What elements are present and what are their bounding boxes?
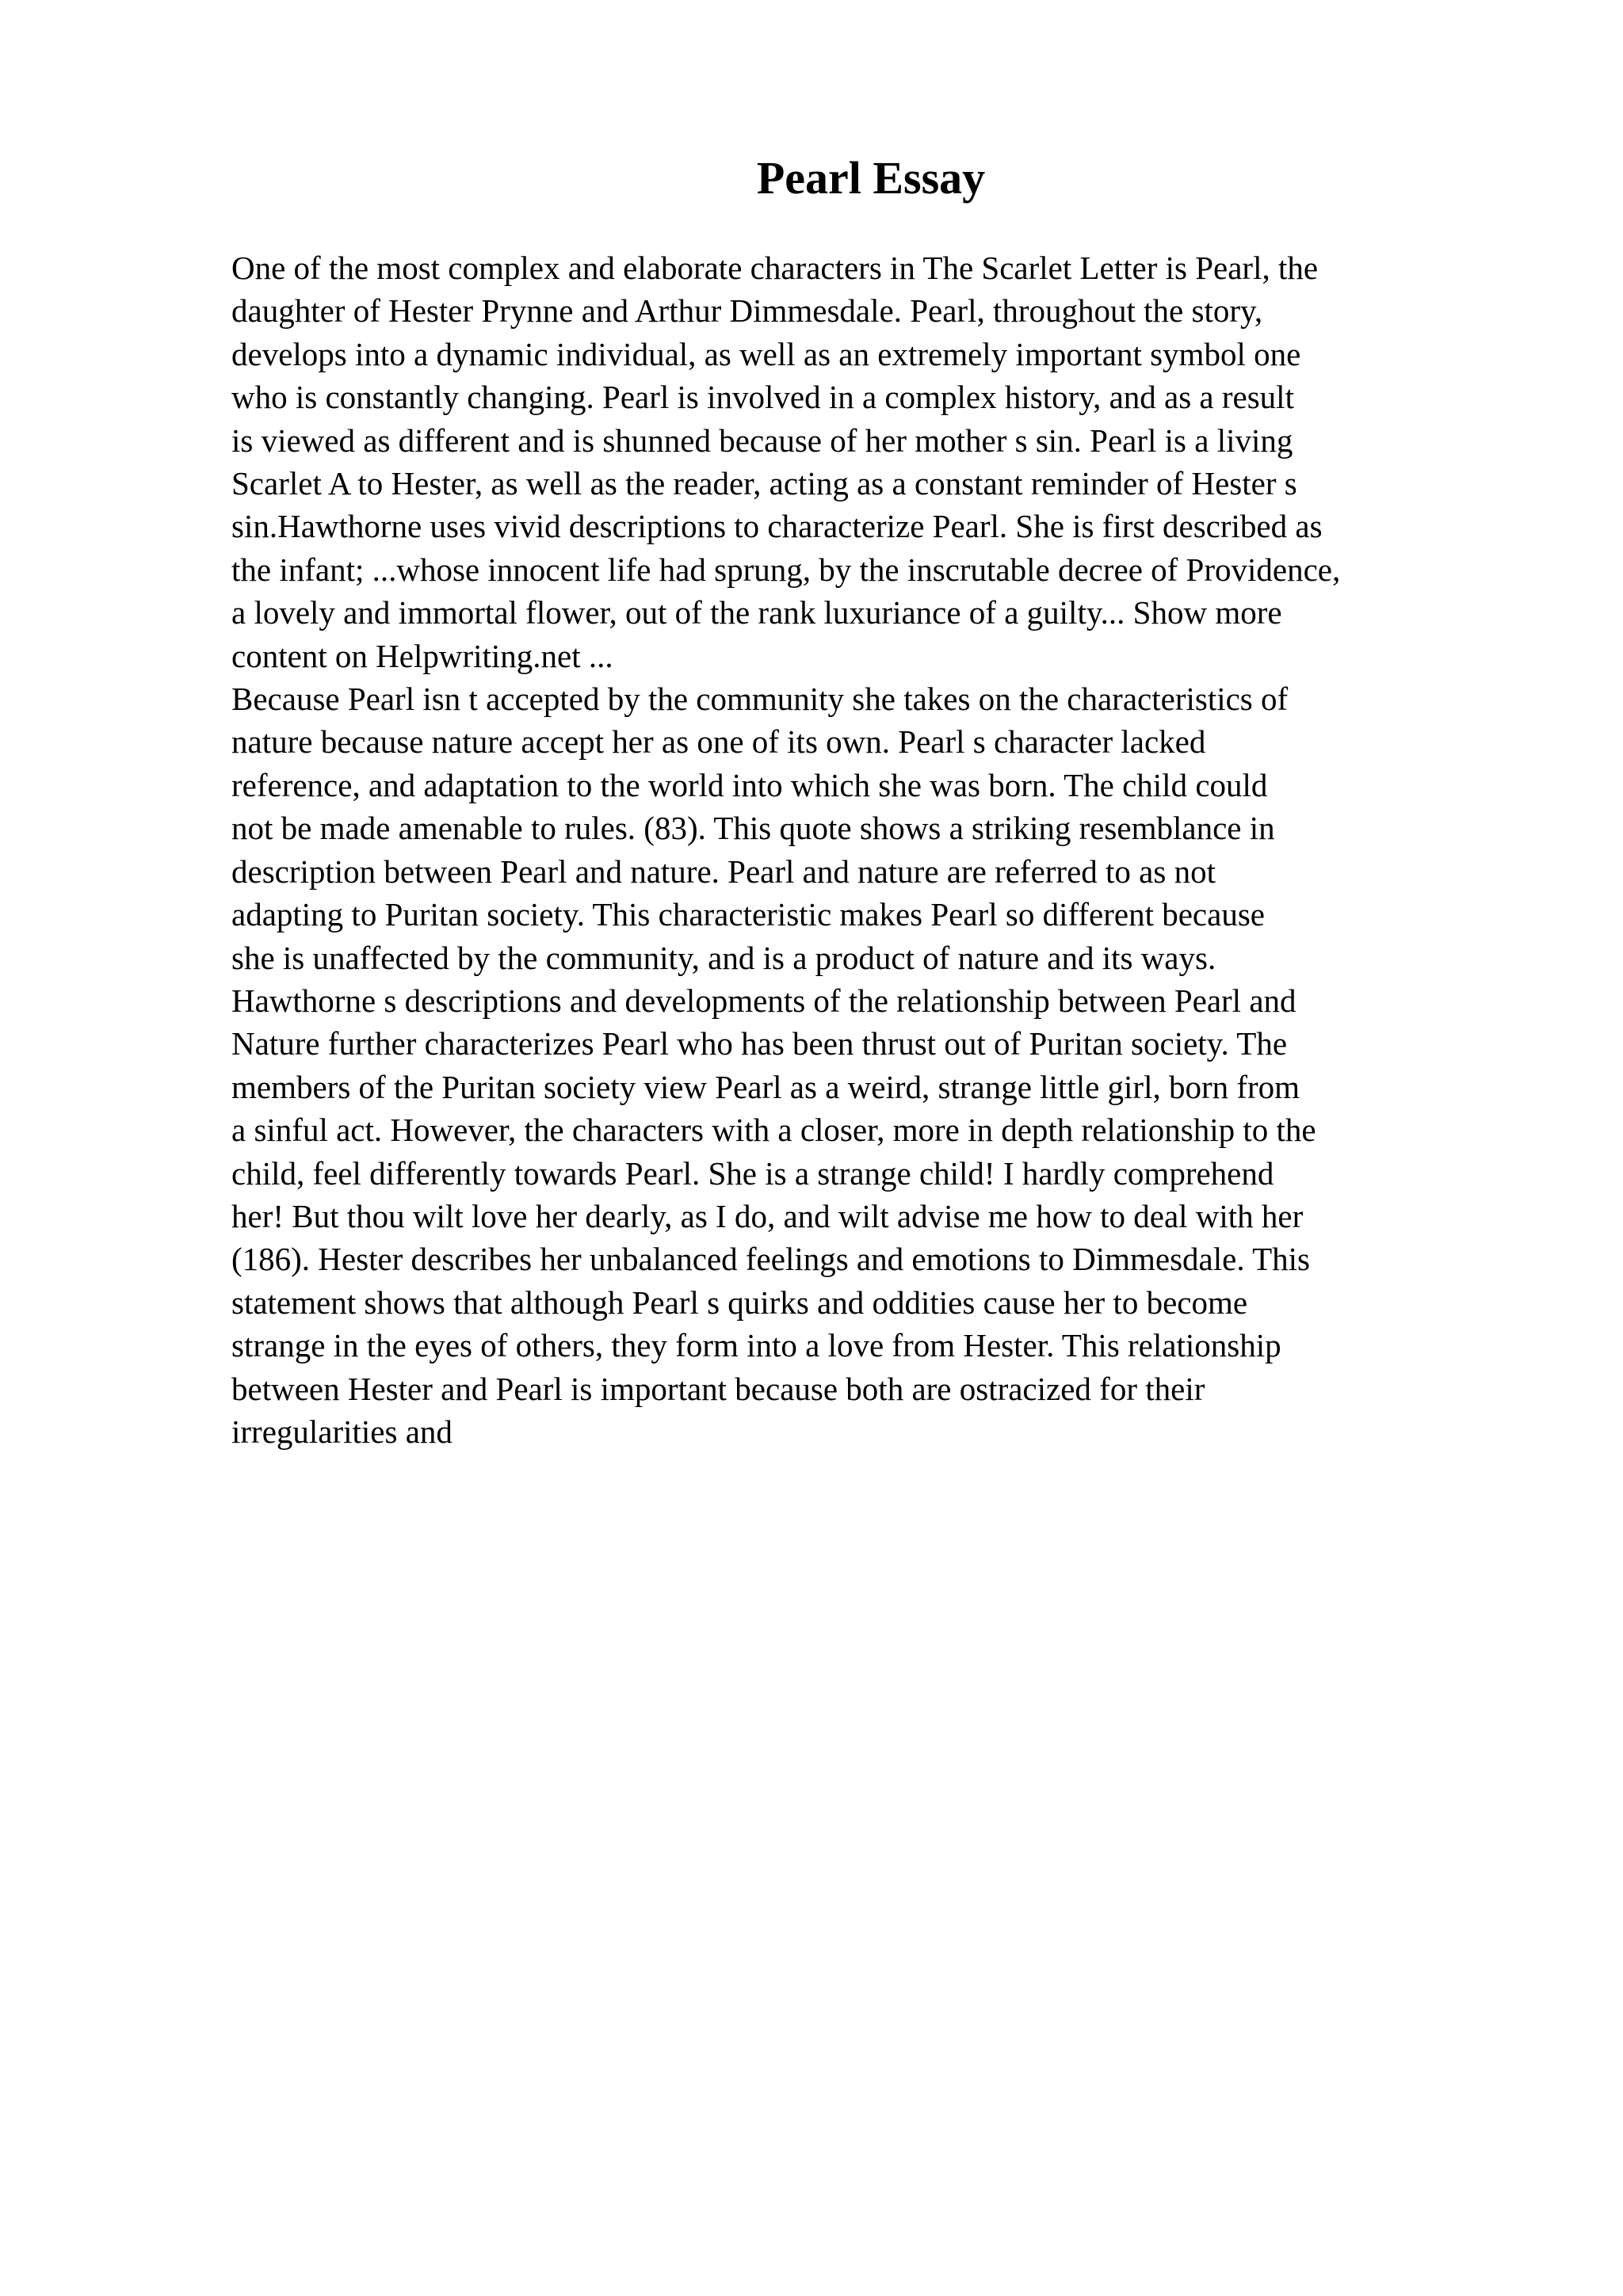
body-line: sin.Hawthorne uses vivid descriptions to characterize Pearl. She is first described as xyxy=(231,508,1323,545)
document-title: Pearl Essay xyxy=(756,152,986,204)
body-line: the infant; ...whose innocent life had sprung, by the inscrutable decree of Providence, xyxy=(231,551,1341,588)
body-line: who is constantly changing. Pearl is involved in a complex history, and as a result xyxy=(231,379,1294,416)
body-line: between Hester and Pearl is important because both are ostracized for their xyxy=(231,1370,1205,1407)
body-line: content on Helpwriting.net ... xyxy=(231,637,613,674)
body-line: Scarlet A to Hester, as well as the reader, acting as a constant reminder of Hester s xyxy=(231,465,1297,502)
body-line: a lovely and immortal flower, out of the rank luxuriance of a guilty... Show more xyxy=(231,594,1282,631)
body-line: Because Pearl isn t accepted by the community she takes on the characteristics of xyxy=(231,681,1289,718)
body-line: her! But thou wilt love her dearly, as I do, and wilt advise me how to deal with her xyxy=(231,1197,1304,1234)
body-line: adapting to Puritan society. This characteristic makes Pearl so different because xyxy=(231,896,1265,933)
body-line: nature because nature accept her as one of its own. Pearl s character lacked xyxy=(231,723,1206,761)
body-line: daughter of Hester Prynne and Arthur Dimmesdale. Pearl, throughout the story, xyxy=(231,292,1263,330)
body-line: not be made amenable to rules. (83). This quote shows a striking resemblance in xyxy=(231,810,1275,847)
body-line: (186). Hester describes her unbalanced feelings and emotions to Dimmesdale. This xyxy=(231,1241,1310,1278)
body-line: description between Pearl and nature. Pearl and nature are referred to as not xyxy=(231,852,1216,890)
body-line: develops into a dynamic individual, as well as an extremely important symbol one xyxy=(231,335,1301,372)
body-line: reference, and adaptation to the world into which she was born. The child could xyxy=(231,766,1268,803)
body-line: irregularities and xyxy=(231,1413,453,1450)
body-line: is viewed as different and is shunned because of her mother s sin. Pearl is a living xyxy=(231,421,1293,459)
body-line: strange in the eyes of others, they form into a love from Hester. This relationship xyxy=(231,1327,1281,1364)
body-line: members of the Puritan society view Pearl as a weird, strange little girl, born from xyxy=(231,1068,1300,1105)
body-line: she is unaffected by the community, and is a product of nature and its ways. xyxy=(231,939,1216,976)
body-line: a sinful act. However, the characters with a closer, more in depth relationship to the xyxy=(231,1112,1316,1149)
body-line: One of the most complex and elaborate characters in The Scarlet Letter is Pearl, the xyxy=(231,250,1319,286)
essay-body xyxy=(231,246,1515,1453)
body-line: Hawthorne s descriptions and developments of the relationship between Pearl and xyxy=(231,982,1296,1019)
body-line: statement shows that although Pearl s quirks and oddities cause her to become xyxy=(231,1283,1248,1321)
body-line: Nature further characterizes Pearl who has been thrust out of Puritan society. The xyxy=(231,1025,1288,1062)
body-line: child, feel differently towards Pearl. She is a strange child! I hardly comprehend xyxy=(231,1154,1274,1192)
